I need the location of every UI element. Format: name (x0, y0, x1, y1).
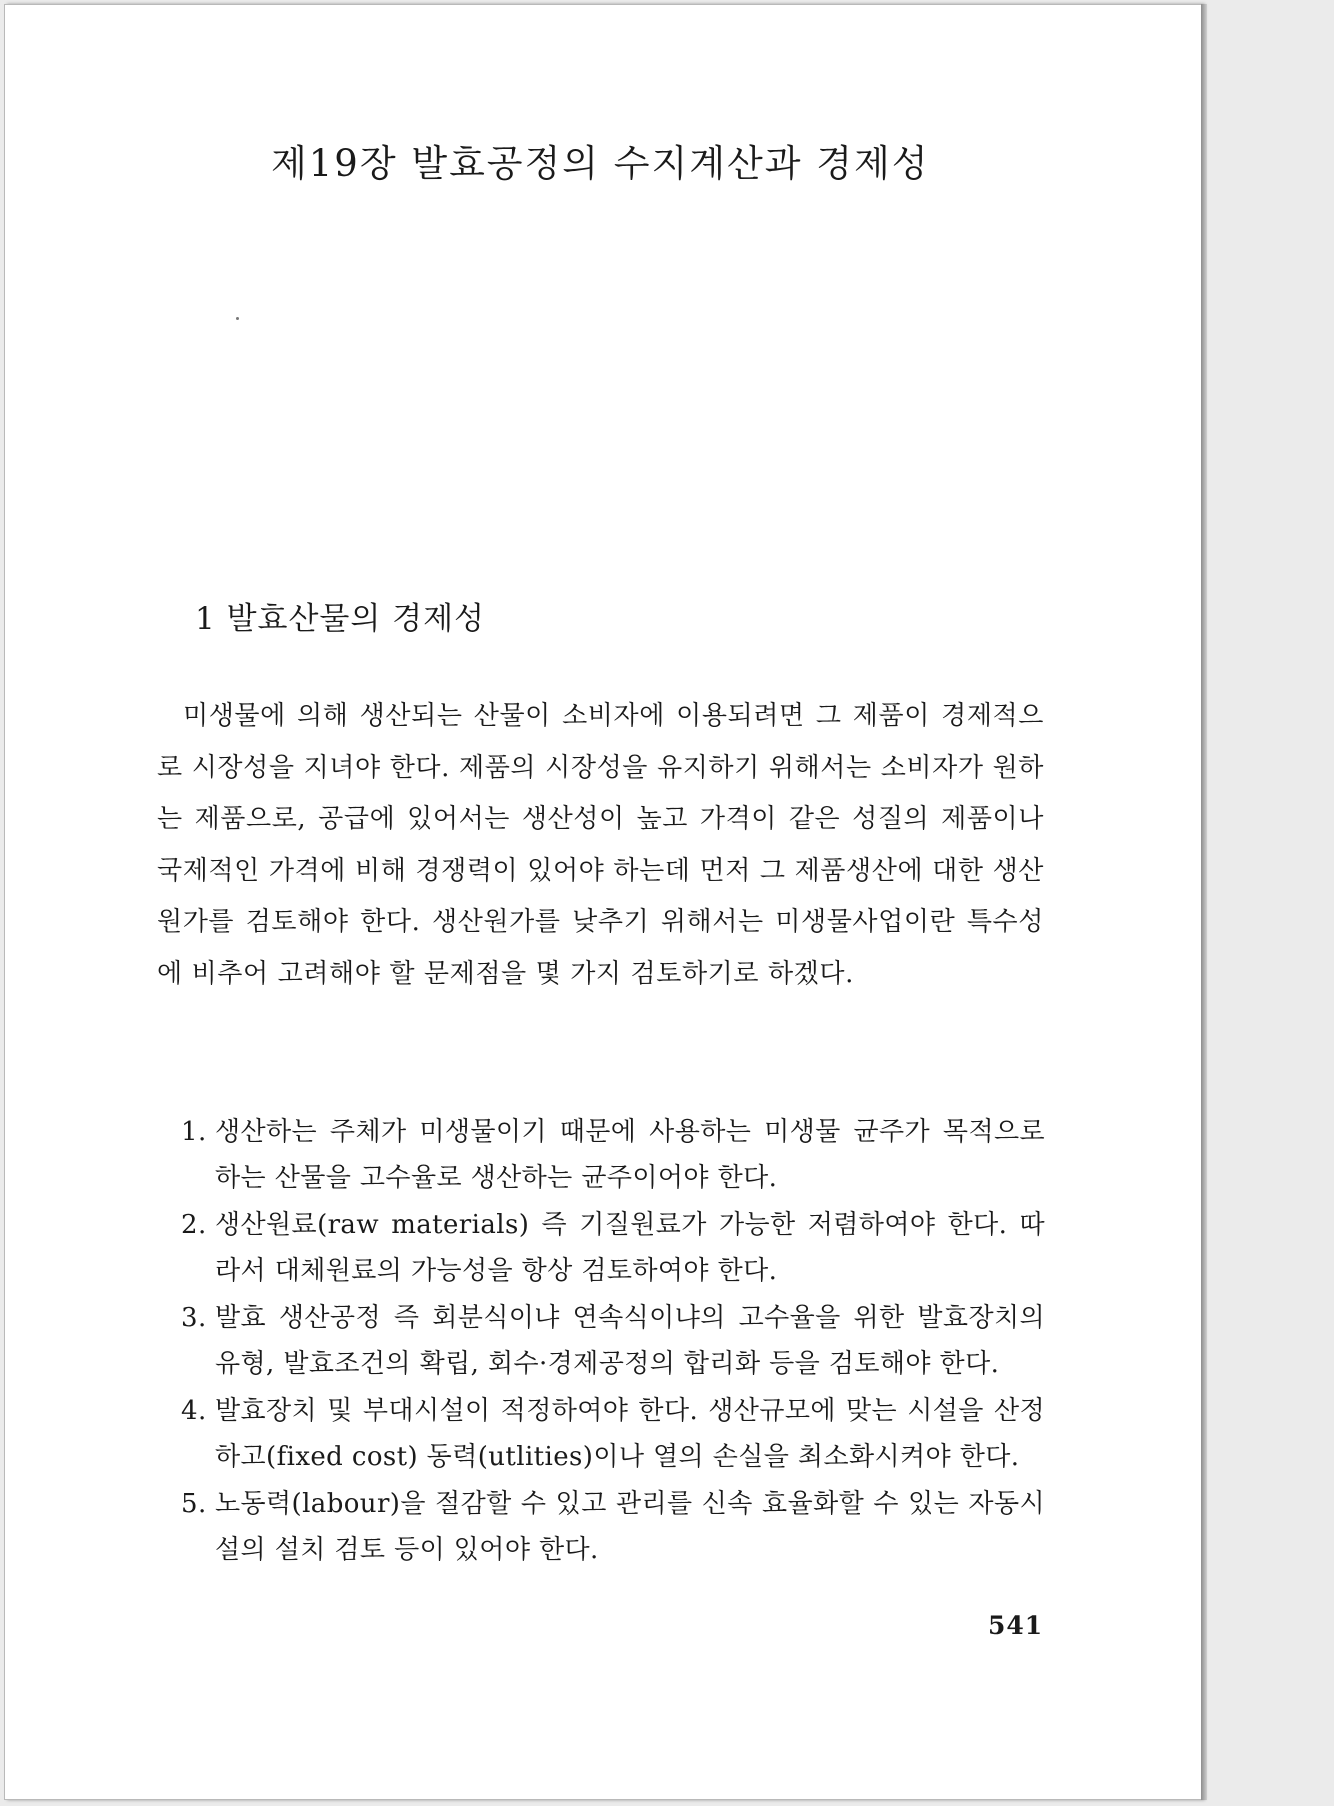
page-number: 541 (988, 1611, 1044, 1640)
body-paragraph: 미생물에 의해 생산되는 산물이 소비자에 이용되려면 그 제품이 경제적으로 시장성을 지녀야 한다. 제품의 시장성을 유지하기 위해서는 소비자가 원하는 제품으로, 공급에 있어서는 생산성이 높고 가격이 같은 성질의 제품이나 국제적인 가격에 비해 경쟁력이 있어야 하는데 먼저 그 제품생산에 대한 생산원가를 검토해야 한다. 생산원가를 낮추기 위해서는 미생물사업이란 특수성에 비추어 고려해야 할 문제점을 몇 가지 검토하기로 하겠다. (157, 701, 1044, 989)
document-page (4, 4, 1202, 1800)
list-item (181, 1203, 1045, 1294)
list-item-number: 4. (181, 1396, 207, 1426)
page-edge-shadow (1201, 4, 1207, 1800)
list-item-text: 생산하는 주체가 미생물이기 때문에 사용하는 미생물 균주가 목적으로 하는 산물을 고수율로 생산하는 균주이어야 한다. (215, 1117, 1045, 1193)
chapter-title: 제19장 발효공정의 수지계산과 경제성 (271, 142, 930, 185)
numbered-list (181, 1110, 1045, 1575)
list-item-text: 생산원료(raw materials) 즉 기질원료가 가능한 저렴하여야 한다. 따라서 대체원료의 가능성을 항상 검토하여야 한다. (215, 1210, 1045, 1286)
list-item (181, 1110, 1045, 1201)
list-item (181, 1482, 1045, 1573)
list-item-number: 1. (181, 1117, 207, 1147)
scan-speck (236, 317, 239, 320)
list-item-text: 발효장치 및 부대시설이 적정하여야 한다. 생산규모에 맞는 시설을 산정하고(fixed cost) 동력(utlities)이나 열의 손실을 최소화시켜야 한다. (215, 1396, 1045, 1472)
section-heading: 1 발효산물의 경제성 (195, 601, 485, 637)
list-item-number: 2. (181, 1210, 207, 1240)
list-item-text: 노동력(labour)을 절감할 수 있고 관리를 신속 효율화할 수 있는 자동시설의 설치 검토 등이 있어야 한다. (215, 1489, 1045, 1565)
list-item (181, 1296, 1045, 1387)
list-item-text: 발효 생산공정 즉 회분식이냐 연속식이냐의 고수율을 위한 발효장치의 유형, 발효조건의 확립, 회수·경제공정의 합리화 등을 검토해야 한다. (215, 1303, 1045, 1379)
list-item-number: 3. (181, 1303, 207, 1333)
list-item (181, 1389, 1045, 1480)
list-item-number: 5. (181, 1489, 207, 1519)
